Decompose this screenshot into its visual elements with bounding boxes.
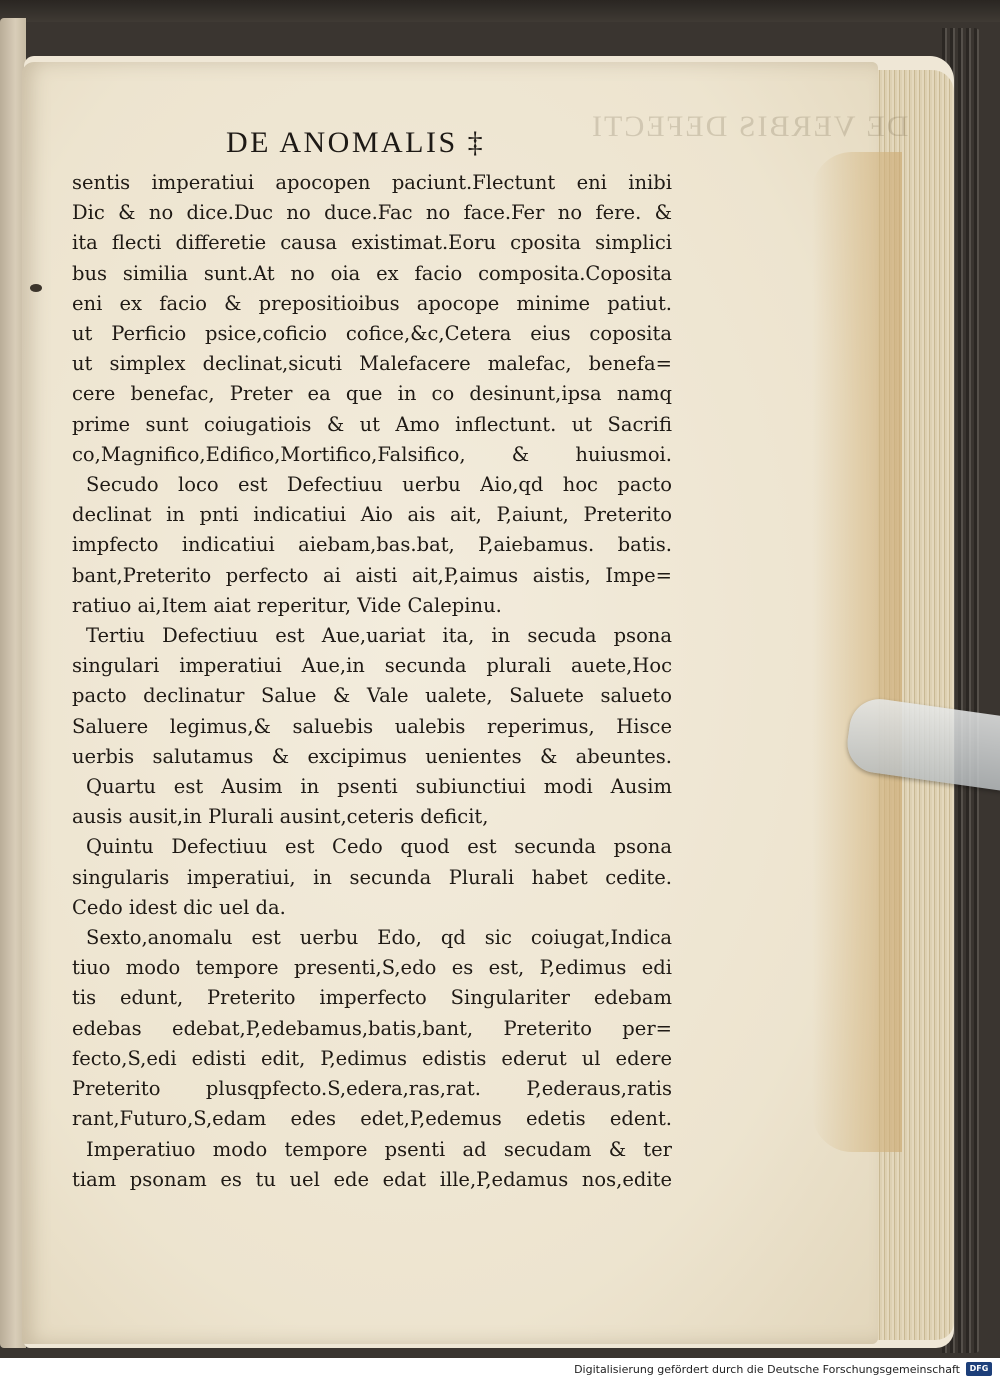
text-line: impfecto indicatiui aiebam,bas.bat, P,aiebamus. batis. (72, 533, 672, 557)
text-line: sentis imperatiui apocopen paciunt.Flectunt eni inibi (72, 171, 672, 194)
text-line: prime sunt coiugatiois & ut Amo inflectunt. ut Sacrifi (72, 412, 672, 436)
text-line: singularis imperatiui, in secunda Plurali habet cedite. (72, 865, 672, 889)
text-line: ut simplex declinat,sicuti Malefacere malefac, benefa= (72, 352, 672, 376)
body-text (72, 168, 672, 1195)
text-line: ita flecti differetie causa existimat.Eoru cposita simplici (72, 231, 672, 255)
text-line: eni ex facio & prepositioibus apocope minime patiut. (72, 291, 672, 315)
text-line: Secudo loco est Defectiuu uerbu Aio,qd hoc pacto (86, 473, 672, 497)
text-line: uerbis salutamus & excipimus uenientes & abeuntes. (72, 744, 672, 768)
text-line: rant,Futuro,S,edam edes edet,P,edemus edetis edent. (72, 1107, 672, 1131)
running-head-title: DE ANOMALIS (226, 126, 458, 159)
binding-mark (30, 284, 42, 292)
text-line: tiam psonam es tu uel ede edat ille,P,edamus nos,edite (72, 1167, 672, 1191)
funding-credit: Digitalisierung gefördert durch die Deutsche Forschungsgemeinschaft (574, 1363, 960, 1376)
text-line: co,Magnifico,Edifico,Mortifico,Falsifico, & huiusmoi. (72, 442, 672, 466)
text-line: ausis ausit,in Plurali ausint,ceteris deficit, (72, 805, 489, 829)
text-line: Quintu Defectiuu est Cedo quod est secunda psona (86, 835, 672, 859)
text-line: Sexto,anomalu est uerbu Edo, qd sic coiugat,Indica (86, 926, 672, 950)
text-line: Imperatiuo modo tempore psenti ad secudam & ter (86, 1137, 672, 1161)
text-line: tiuo modo tempore presenti,S,edo es est, P,edimus edi (72, 956, 672, 980)
text-line: pacto declinatur Salue & Vale ualete, Saluete salueto (72, 684, 672, 708)
running-head-mark: ‡ (467, 126, 486, 159)
water-stain (812, 152, 902, 1152)
text-line: ut Perficio psice,coficio cofice,&c,Cetera eius coposita (72, 322, 672, 346)
text-line: fecto,S,edi edisti edit, P,edimus edistis ederut ul edere (72, 1046, 672, 1070)
dfg-logo: DFG (966, 1362, 992, 1376)
text-line: Saluere legimus,& saluebis ualebis reperimus, Hisce (72, 714, 672, 738)
text-line: edebas edebat,P,edebamus,batis,bant, Preterito per= (72, 1016, 672, 1040)
running-head (226, 126, 485, 160)
text-line: singulari imperatiui Aue,in secunda plurali auete,Hoc (72, 654, 672, 678)
text-line: bus similia sunt.At no oia ex facio composita.Coposita (72, 261, 672, 285)
text-line: ratiuo ai,Item aiat reperitur, Vide Calepinu. (72, 593, 502, 617)
text-line: Dic & no dice.Duc no duce.Fac no face.Fer no fere. & (72, 201, 672, 225)
footer-bar (0, 1358, 1000, 1381)
text-line: cere benefac, Preter ea que in co desinunt,ipsa namq (72, 382, 672, 406)
text-line: tis edunt, Preterito imperfecto Singulariter edebam (72, 986, 672, 1010)
text-line: bant,Preterito perfecto ai aisti ait,P,aimus aistis, Impe= (72, 563, 672, 587)
binding-top (0, 0, 1000, 22)
text-line: Tertiu Defectiuu est Aue,uariat ita, in secuda psona (86, 624, 672, 648)
text-line: Cedo idest dic uel da. (72, 895, 286, 919)
text-line: declinat in pnti indicatiui Aio ais ait, P,aiunt, Preterito (72, 503, 672, 527)
text-line: Quartu est Ausim in psenti subiunctiui modi Ausim (86, 775, 672, 799)
text-line: Preterito plusqpfecto.S,edera,ras,rat. P,ederaus,ratis (72, 1077, 672, 1101)
show-through-text: DE VERBIS DEFECTI (590, 110, 909, 143)
